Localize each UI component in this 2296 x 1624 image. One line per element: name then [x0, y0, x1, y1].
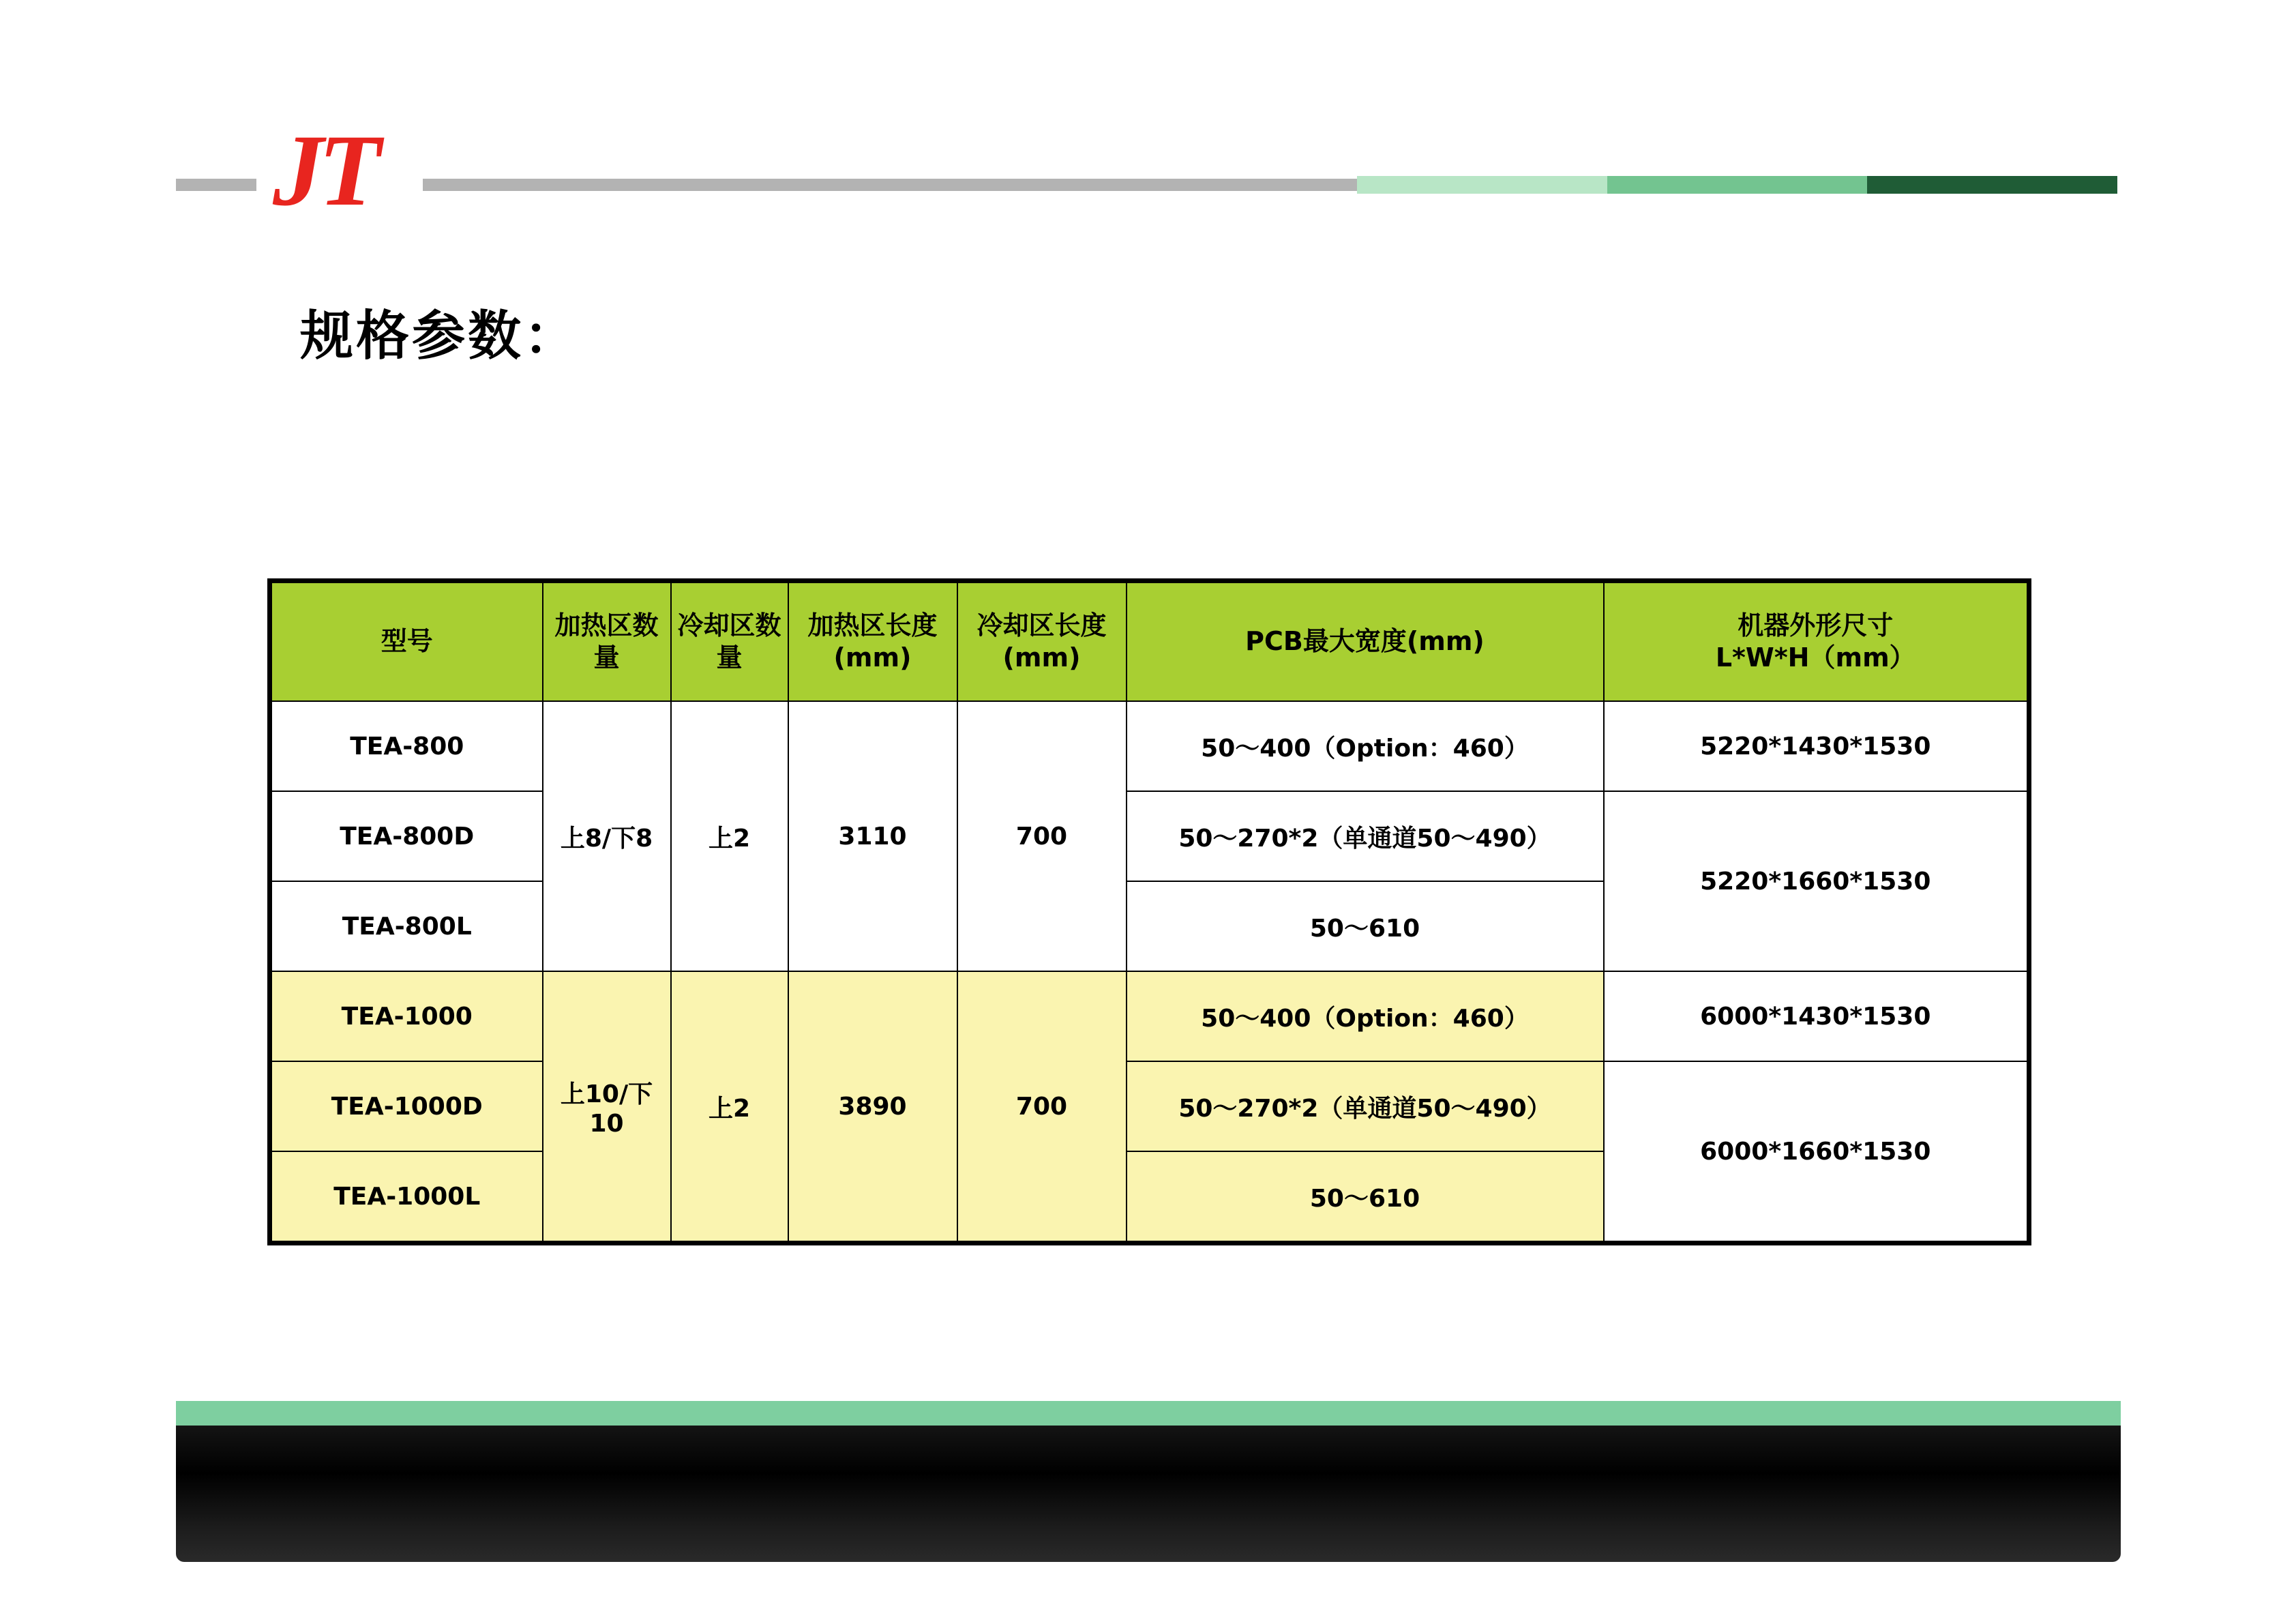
table-row [270, 971, 2029, 1061]
table-row [270, 791, 2029, 881]
logo-left-dash [176, 179, 256, 191]
header-rule-gray [423, 179, 1357, 191]
cell-dimensions: 5220*1660*1530 [1604, 791, 2029, 971]
cell-model: TEA-1000D [270, 1061, 543, 1151]
footer-black-bar [176, 1426, 2121, 1562]
cell-cooling-zones: 上2 [671, 701, 788, 971]
column-header-heating-zones: 加热区数 量 [543, 581, 671, 702]
header-rule-dark-green [1867, 176, 2117, 194]
table-row [270, 1061, 2029, 1151]
column-header-heating-length: 加热区长度 (mm) [788, 581, 957, 702]
table-header-row [270, 581, 2029, 702]
page-title: 规格参数： [300, 306, 580, 367]
cell-cooling-length: 700 [957, 701, 1127, 971]
header-rule-mid-green [1607, 176, 1867, 194]
header-rule-light-green [1357, 176, 1607, 194]
cell-model: TEA-1000L [270, 1151, 543, 1243]
cell-dimensions: 5220*1430*1530 [1604, 701, 2029, 791]
cell-pcb-width: 50～270*2（单通道50～490） [1127, 791, 1604, 881]
column-header-cooling-length: 冷却区长度 (mm) [957, 581, 1127, 702]
table-row [270, 701, 2029, 791]
column-header-pcb-width: PCB最大宽度(mm) [1127, 581, 1604, 702]
cell-cooling-zones: 上2 [671, 971, 788, 1243]
cell-pcb-width: 50～610 [1127, 1151, 1604, 1243]
spec-table [267, 578, 2031, 1245]
brand-logo: JT [273, 114, 376, 227]
cell-pcb-width: 50～400（Option：460） [1127, 971, 1604, 1061]
cell-model: TEA-800 [270, 701, 543, 791]
page-header [0, 0, 2296, 246]
cell-pcb-width: 50～400（Option：460） [1127, 701, 1604, 791]
cell-heating-length: 3890 [788, 971, 957, 1243]
cell-dimensions: 6000*1430*1530 [1604, 971, 2029, 1061]
cell-heating-length: 3110 [788, 701, 957, 971]
cell-dimensions: 6000*1660*1530 [1604, 1061, 2029, 1243]
column-header-model: 型号 [270, 581, 543, 702]
cell-model: TEA-800D [270, 791, 543, 881]
cell-heating-zones: 上8/下8 [543, 701, 671, 971]
cell-model: TEA-800L [270, 881, 543, 971]
footer-green-bar [176, 1401, 2121, 1426]
column-header-dimensions: 机器外形尺寸 L*W*H（mm） [1604, 581, 2029, 702]
cell-pcb-width: 50～270*2（单通道50～490） [1127, 1061, 1604, 1151]
column-header-cooling-zones: 冷却区数 量 [671, 581, 788, 702]
cell-pcb-width: 50～610 [1127, 881, 1604, 971]
cell-model: TEA-1000 [270, 971, 543, 1061]
cell-heating-zones: 上10/下10 [543, 971, 671, 1243]
cell-cooling-length: 700 [957, 971, 1127, 1243]
